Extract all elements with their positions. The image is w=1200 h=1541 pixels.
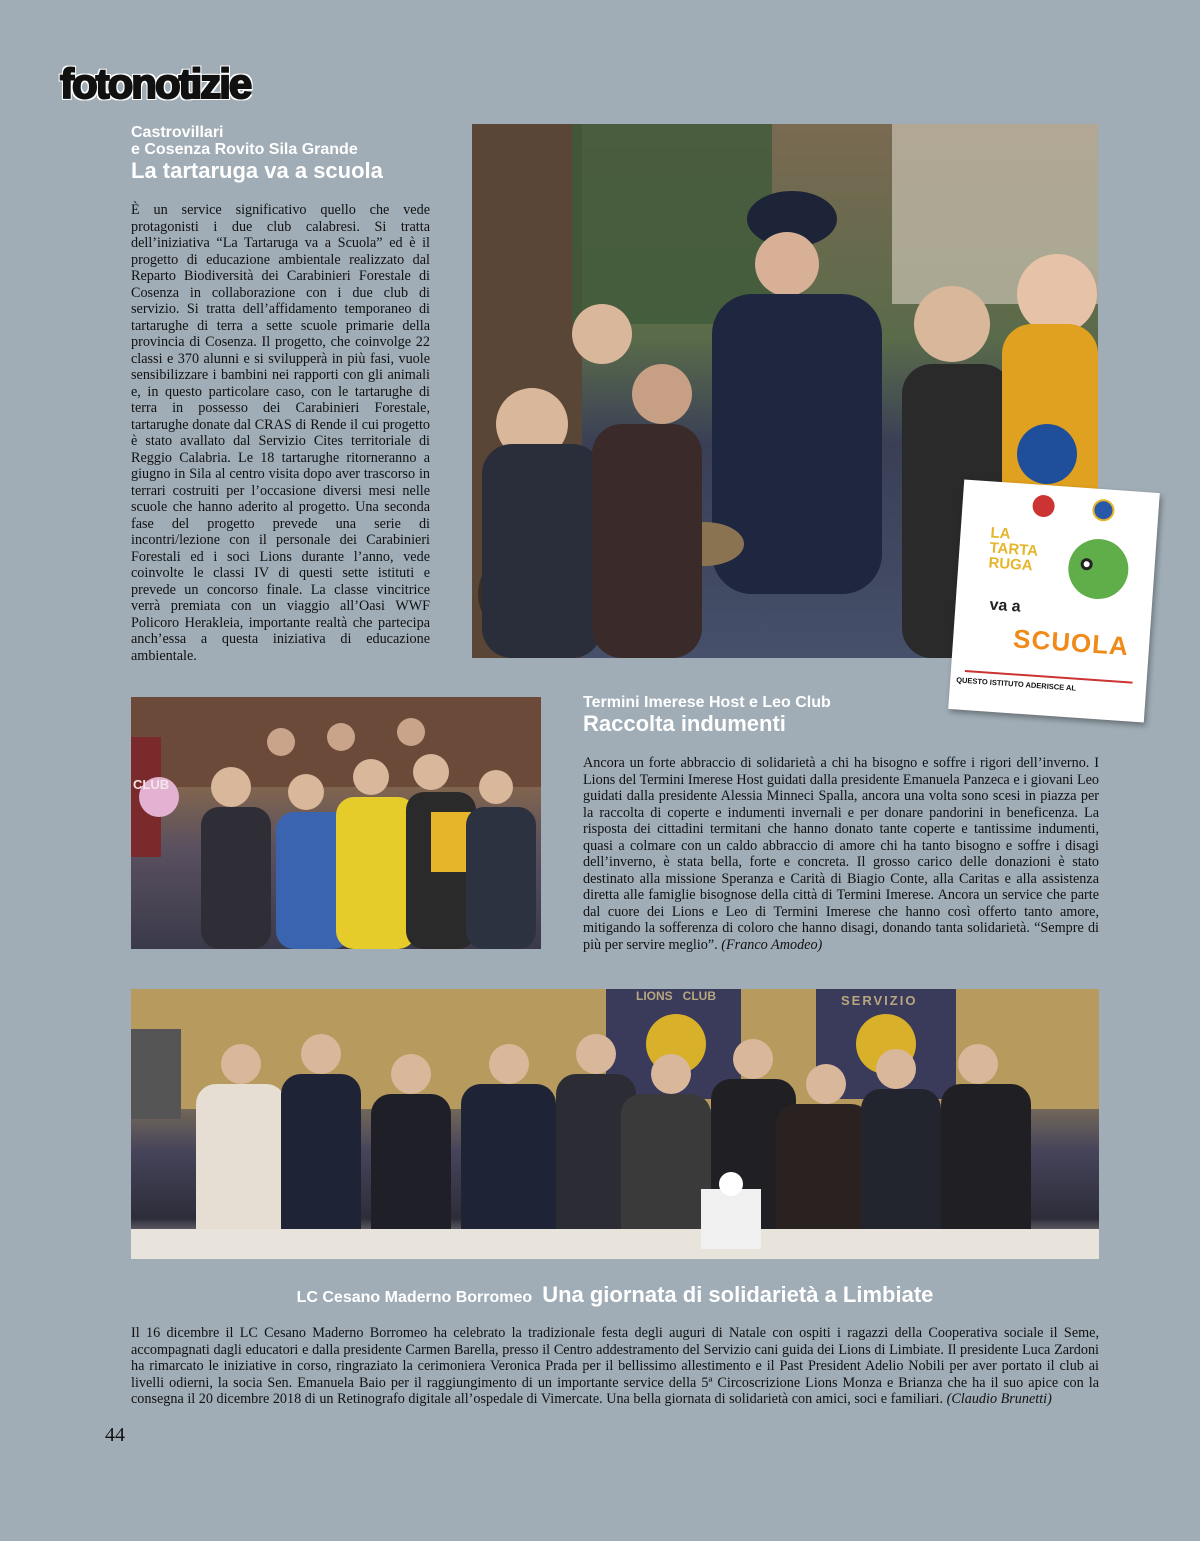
poster-line2: TARTA	[988, 539, 1039, 560]
limbiate-group-photo	[131, 989, 1099, 1259]
article2-headline: Raccolta indumenti	[583, 711, 786, 736]
poster-line3: RUGA	[987, 554, 1034, 575]
carabinieri-logo-icon	[1032, 494, 1055, 517]
poster-line4: va a	[988, 596, 1022, 616]
article1-kicker-line1: Castrovillari	[131, 124, 224, 141]
servizio-banner: SERVIZIO	[841, 993, 918, 1008]
turtle-mascot-icon	[1066, 537, 1130, 601]
article3-kicker: LC Cesano Maderno Borromeo	[296, 1289, 533, 1306]
article3-author: (Claudio Brunetti)	[946, 1391, 1052, 1407]
lions-logo-icon	[1092, 498, 1115, 521]
poster-footer: QUESTO ISTITUTO ADERISCE AL	[955, 675, 1077, 693]
article1-body: È un service significativo quello che vede protagonisti i due club calabresi. Si tratta dell’iniziativa “La Tartaruga va a Scuola” ed è il progetto di educazione ambientale realizzato dal Reparto Biodiversità dei Carabinieri Forestale di Cosenza in collaborazione con i due club di servizio. Si tratta dell’affidamento temporaneo di tartarughe di terra a sette scuole primarie della provincia di Cosenza. Il progetto, che coinvolge 22 classi e 370 alunni e si svilupperà in più fasi, vuole sensibilizzare i bambini nei rapporti con gli animali e, in questo particolare caso, con le tartarughe di terra in possesso dei Carabinieri Forestale, tartarughe donate dal CRAS di Rende il cui progetto è stato avallato dal Servizio Cites territoriale di Reggio Calabria. Le 18 tartarughe ritorneranno a giugno in Sila al centro visita dopo aver trascorso in terrari costruiti per l’occasione diversi mesi nelle scuole che hanno aderito al progetto. Una seconda fase del progetto prevede una serie di incontri/lezione con il personale dei Carabinieri Forestali ed i soci Lions durante l’anno, vede coinvolte le classi IV di questi sette istituti e prevede un concorso finale. La classe vincitrice verrà premiata con un viaggio all’Oasi WWF Policoro Herakleia, importante realtà che partecipa anch’essa a questa iniziativa di educazione ambientale.	[131, 202, 430, 664]
limbiate-group-photo-illustration	[131, 989, 1099, 1259]
article1-header	[131, 124, 451, 184]
article1-headline: La tartaruga va a scuola	[131, 158, 383, 183]
article2-author: (Franco Amodeo)	[721, 936, 823, 953]
article3-headline: Una giornata di solidarietà a Limbiate	[542, 1282, 934, 1307]
article2-body-text: Ancora un forte abbraccio di solidarietà a chi ha bisogno e soffre i rigori dell’inverno. I Lions del Termini Imerese Host guidati dalla presidente Emanuela Panzeca e i giovani Leo guidati dalla presidente Alessia Minneci Spalla, ancora una volta sono scesi in piazza per la raccolta di coperte e indumenti invernali e per donare pandorini in beneficenza. La risposta dei cittadini termitani che hanno donato tante coperte e tantissime indumenti, quasi a colmare con un caldo abbraccio di amore chi ha tanto bisogno e soffre i disagi dell’inverno, è stata bella, forte e concreta. Il grosso carico delle donazioni è stato destinato alla missione Speranza e Carità di Biagio Conte, alla Caritas e alla assistenza diretta alle famiglie bisognose della città di Termini Imerese. Ancora un service che parte dal cuore dei Lions e Leo di Termini Imerese che hanno così offerto tanto amore, mitigando la sofferenza di coloro che hanno disagi, donando tanta solidarietà. “Sempre di più per servire meglio”.	[583, 755, 1099, 953]
poster-line5: SCUOLA	[1012, 623, 1130, 662]
clothing-drive-photo	[131, 697, 541, 949]
poster-line1: LA	[990, 524, 1012, 543]
article2-body	[583, 755, 1099, 953]
article1-kicker-line2: e Cosenza Rovito Sila Grande	[131, 141, 358, 158]
article3-header	[131, 1282, 1099, 1308]
lions-club-banner: LIONS CLUB	[636, 989, 716, 1003]
article2-kicker: Termini Imerese Host e Leo Club	[583, 694, 831, 711]
page-number: 44	[105, 1424, 125, 1446]
section-title: fotonotizie	[60, 60, 251, 107]
article3-body-text: Il 16 dicembre il LC Cesano Maderno Borromeo ha celebrato la tradizionale festa degli auguri di Natale con ospiti i ragazzi della Cooperativa sociale il Seme, accompagnati dagli educatori e dalla presidente Carmen Barella, presso il Centro addestramento del Servizio cani guida dei Lions di Limbiate. Il presidente Luca Zardoni ha rimarcato le iniziative in corso, ringraziato la cerimoniera Veronica Prada per il bellissimo allestimento e il Past President Adelio Nobili per aver portato il club ai livelli odierni, la socia Sen. Emanuela Baio per il raggiungimento di un importante service della 5ª Circoscrizione Lions Monza e Brianza che ha il suo apice con la consegna il 20 dicembre 2018 di un Retinografo digitale all’ospedale di Vimercate. Una bella giornata di solidarietà con amici, soci e familiari.	[131, 1325, 1099, 1407]
turtle-school-poster	[948, 479, 1160, 722]
clothing-drive-photo-illustration	[131, 697, 541, 949]
article2-header	[583, 694, 1103, 737]
club-sign: CLUB	[133, 777, 170, 792]
article3-body	[131, 1325, 1099, 1408]
